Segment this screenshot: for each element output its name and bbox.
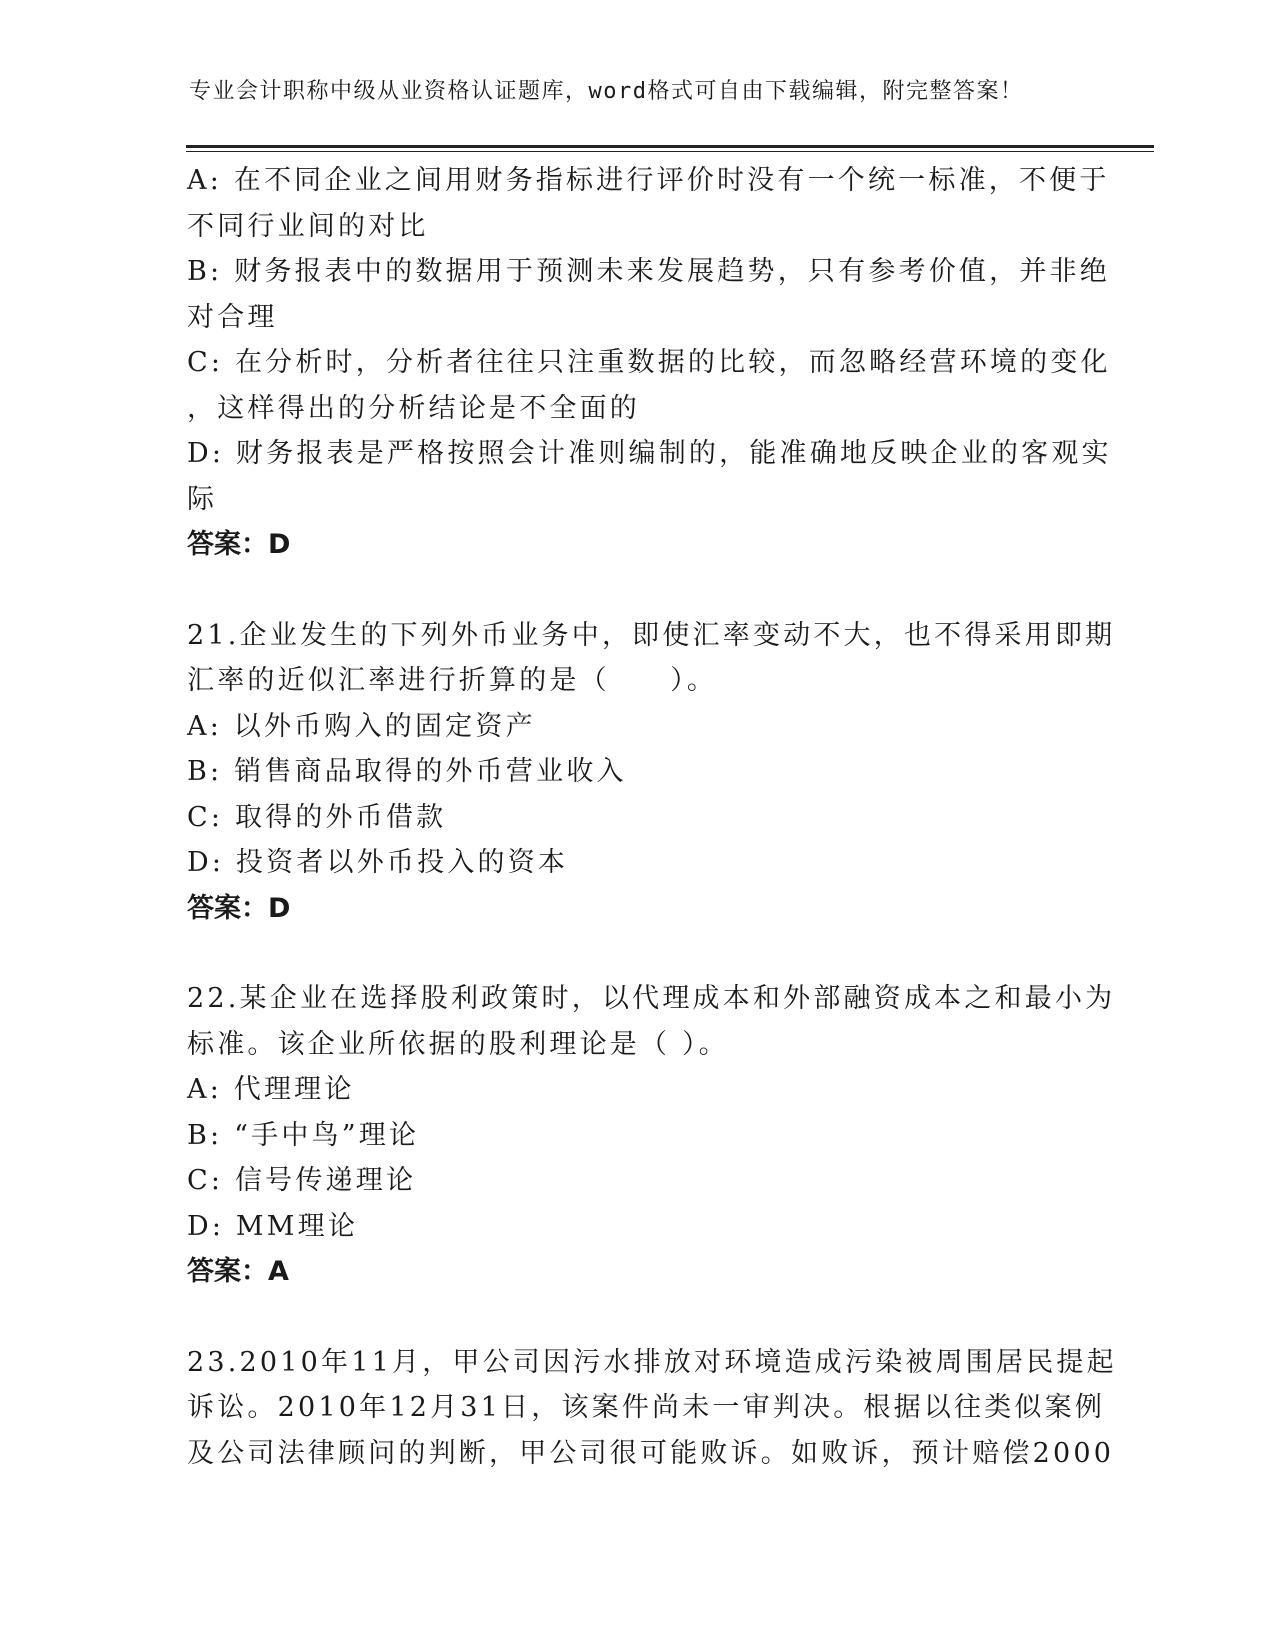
- question-22: [187, 976, 1116, 1295]
- option-a: A: 代理理论: [187, 1074, 355, 1105]
- answer-label: 答案：A: [187, 1256, 289, 1287]
- option-c-line-1: C: 在分析时，分析者往往只注重数据的比较，而忽略经营环境的变化: [187, 347, 1111, 378]
- option-b-line-2: 对合理: [187, 301, 278, 333]
- spacer: [187, 1295, 1087, 1340]
- option-a: A: 以外币购入的固定资产: [187, 710, 536, 742]
- option-b: B: 销售商品取得的外币营业收入: [187, 756, 627, 787]
- option-b: B: “手中鸟”理论: [187, 1119, 420, 1151]
- option-c: C: 取得的外币借款: [187, 801, 447, 833]
- option-a-line-1: A: 在不同企业之间用财务指标进行评价时没有一个统一标准，不便于: [187, 165, 1110, 196]
- question-stem-line: 21.企业发生的下列外币业务中，即使汇率变动不大，也不得采用即期: [187, 619, 1116, 651]
- question-stem-line: 23.2010年11月，甲公司因污水排放对环境造成污染被周围居民提起: [187, 1346, 1117, 1378]
- question-23: [187, 1340, 1117, 1477]
- option-d-line-1: D: 财务报表是严格按照会计准则编制的，能准确地反映企业的客观实: [187, 438, 1112, 469]
- option-c: C: 信号传递理论: [187, 1165, 417, 1196]
- option-a-line-2: 不同行业间的对比: [187, 210, 429, 242]
- answer-label: 答案：D: [187, 892, 291, 924]
- header-rule-thin: [186, 151, 1154, 152]
- question-stem-line: 及公司法律顾问的判断，甲公司很可能败诉。如败诉，预计赔偿2000: [187, 1437, 1115, 1469]
- question-stem-line: 汇率的近似汇率进行折算的是（ ）。: [187, 665, 718, 696]
- option-b-line-1: B: 财务报表中的数据用于预测未来发展趋势，只有参考价值，并非绝: [187, 256, 1110, 287]
- answer-label: 答案：D: [187, 529, 291, 560]
- document-body: [187, 158, 1117, 1476]
- spacer: [187, 568, 1087, 613]
- question-stem-line: 22.某企业在选择股利政策时，以代理成本和外部融资成本之和最小为: [187, 983, 1116, 1014]
- question-stem-line: 标准。该企业所依据的股利理论是（ ）。: [187, 1028, 729, 1060]
- prev-question-block: [187, 158, 1112, 568]
- spacer: [187, 931, 1087, 976]
- option-d: D: 投资者以外币投入的资本: [187, 847, 569, 878]
- page-header: 专业会计职称中级从业资格认证题库，word格式可自由下载编辑，附完整答案！: [189, 79, 1024, 104]
- option-d: D: MM理论: [187, 1210, 359, 1242]
- question-stem-line: 诉讼。2010年12月31日，该案件尚未一审判决。根据以往类似案例: [187, 1392, 1106, 1423]
- header-rule-thick: [186, 145, 1154, 148]
- option-d-line-2: 际: [187, 483, 218, 515]
- question-21: [187, 613, 1116, 932]
- option-c-line-2: ，这样得出的分析结论是不全面的: [187, 392, 640, 424]
